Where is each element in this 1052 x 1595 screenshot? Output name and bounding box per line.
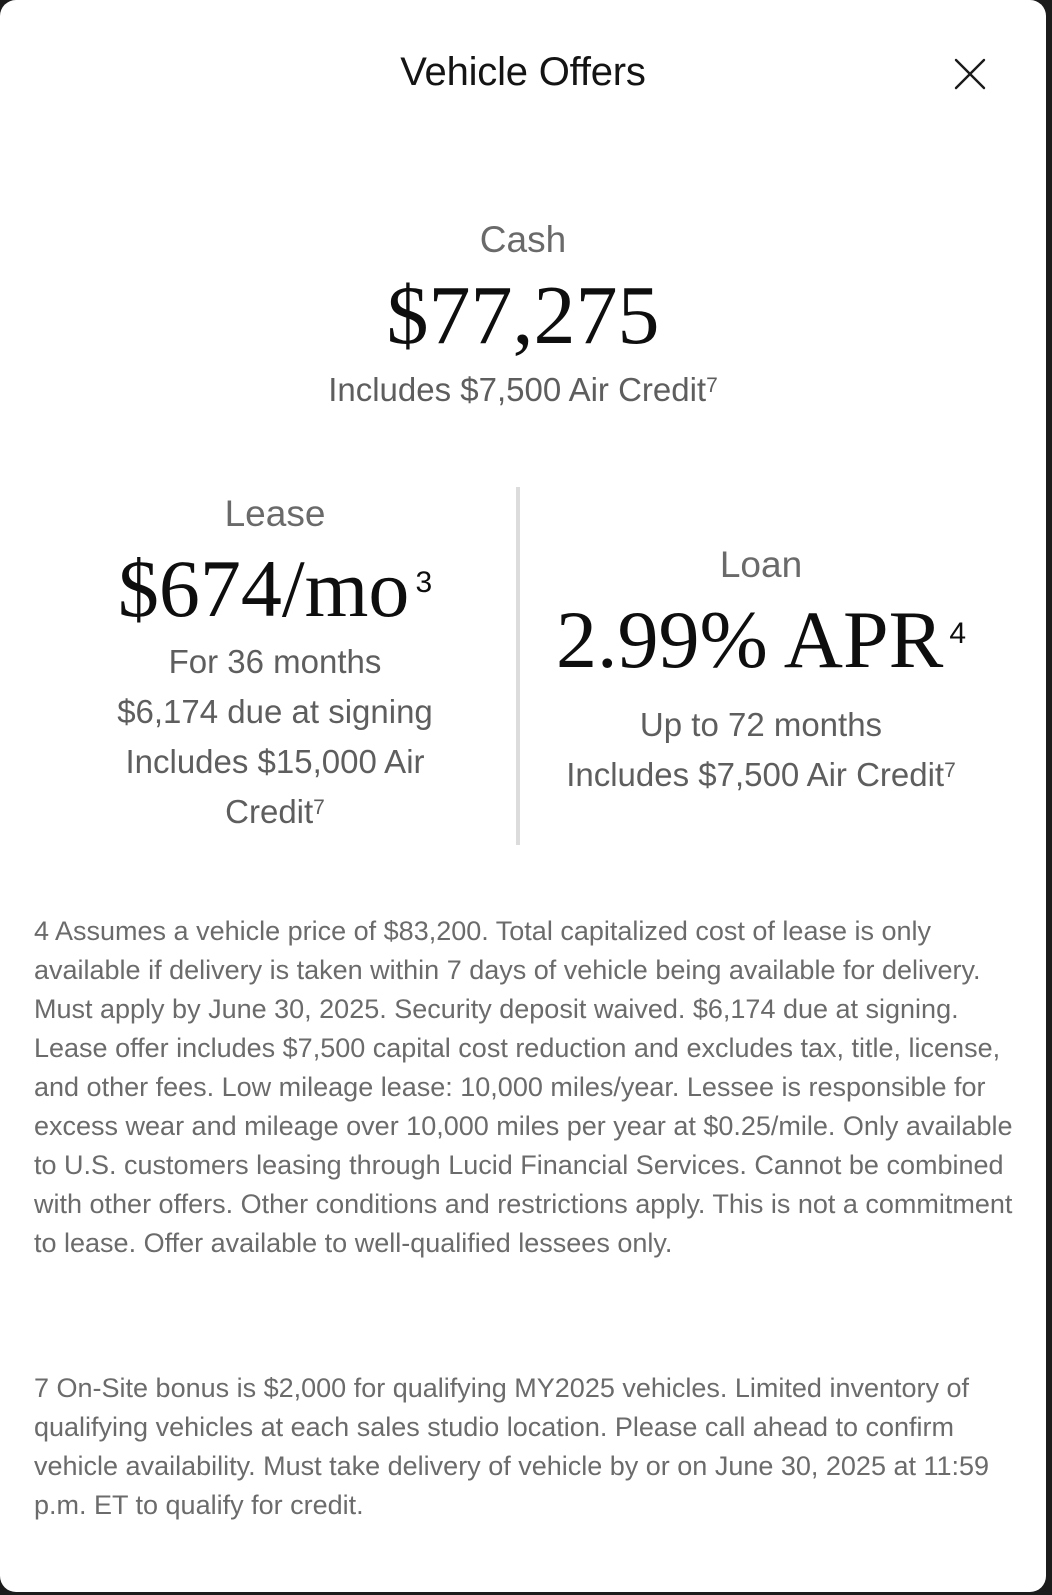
cash-offer — [0, 217, 1046, 415]
lease-credit-line1: Includes $15,000 Air — [125, 743, 425, 780]
close-icon — [948, 52, 992, 96]
lease-label: Lease — [224, 493, 326, 534]
close-button[interactable] — [948, 52, 992, 96]
loan-rate — [540, 592, 982, 688]
lease-price-text: $674/mo — [117, 543, 410, 634]
loan-credit — [540, 750, 982, 800]
loan-label: Loan — [719, 544, 803, 585]
lease-credit-text: Credit — [225, 793, 314, 830]
lease-offer — [95, 491, 455, 837]
loan-term: Up to 72 months — [639, 706, 883, 743]
loan-rate-footnote-ref[interactable]: 4 — [949, 617, 966, 650]
cash-note-footnote-ref[interactable]: 7 — [706, 374, 718, 397]
modal-title: Vehicle Offers — [400, 50, 646, 94]
lease-credit-footnote-ref[interactable]: 7 — [313, 796, 325, 819]
footnote-7: 7 On-Site bonus is $2,000 for qualifying MY2025 vehicles. Limited inventory of qualifying vehicles at each sales studio location. Please call ahead to confirm vehicle availability. Must take delivery of vehicle by or on June 30, 2025 at 11:59 p.m. ET to qualify for credit. — [34, 1373, 990, 1520]
offers-divider — [516, 487, 520, 845]
loan-credit-footnote-ref[interactable]: 7 — [944, 759, 956, 782]
loan-offer — [540, 542, 982, 800]
cash-note — [0, 365, 1046, 415]
lease-price-footnote-ref[interactable]: 3 — [415, 566, 433, 599]
lease-due-at-signing: $6,174 due at signing — [117, 693, 433, 730]
lease-term: For 36 months — [168, 643, 382, 680]
cash-price: $77,275 — [386, 269, 660, 362]
cash-note-text: Includes $7,500 Air Credit — [328, 371, 707, 408]
footnote-4: 4 Assumes a vehicle price of $83,200. Total capitalized cost of lease is only available if delivery is taken within 7 days of vehicle being available for delivery. Must apply by June 30, 2025. Security deposit waived. $6,174 due at signing. Lease offer includes $7,500 capital cost reduction and excludes tax, title, license, and other fees. Low mileage lease: 10,000 miles/year. Lessee is responsible for excess wear and mileage over 10,000 miles per year at $0.25/mile. Only available to U.S. customers leasing through Lucid Financial Services. Cannot be combined with other offers. Other conditions and restrictions apply. This is not a commitment to lease. Offer available to well-qualified lessees only. — [34, 916, 1013, 1258]
loan-rate-text: 2.99% APR — [556, 594, 944, 685]
loan-credit-text: Includes $7,500 Air Credit — [566, 756, 945, 793]
cash-label: Cash — [479, 219, 567, 260]
lease-credit-line2 — [95, 787, 455, 837]
lease-price — [95, 541, 455, 637]
